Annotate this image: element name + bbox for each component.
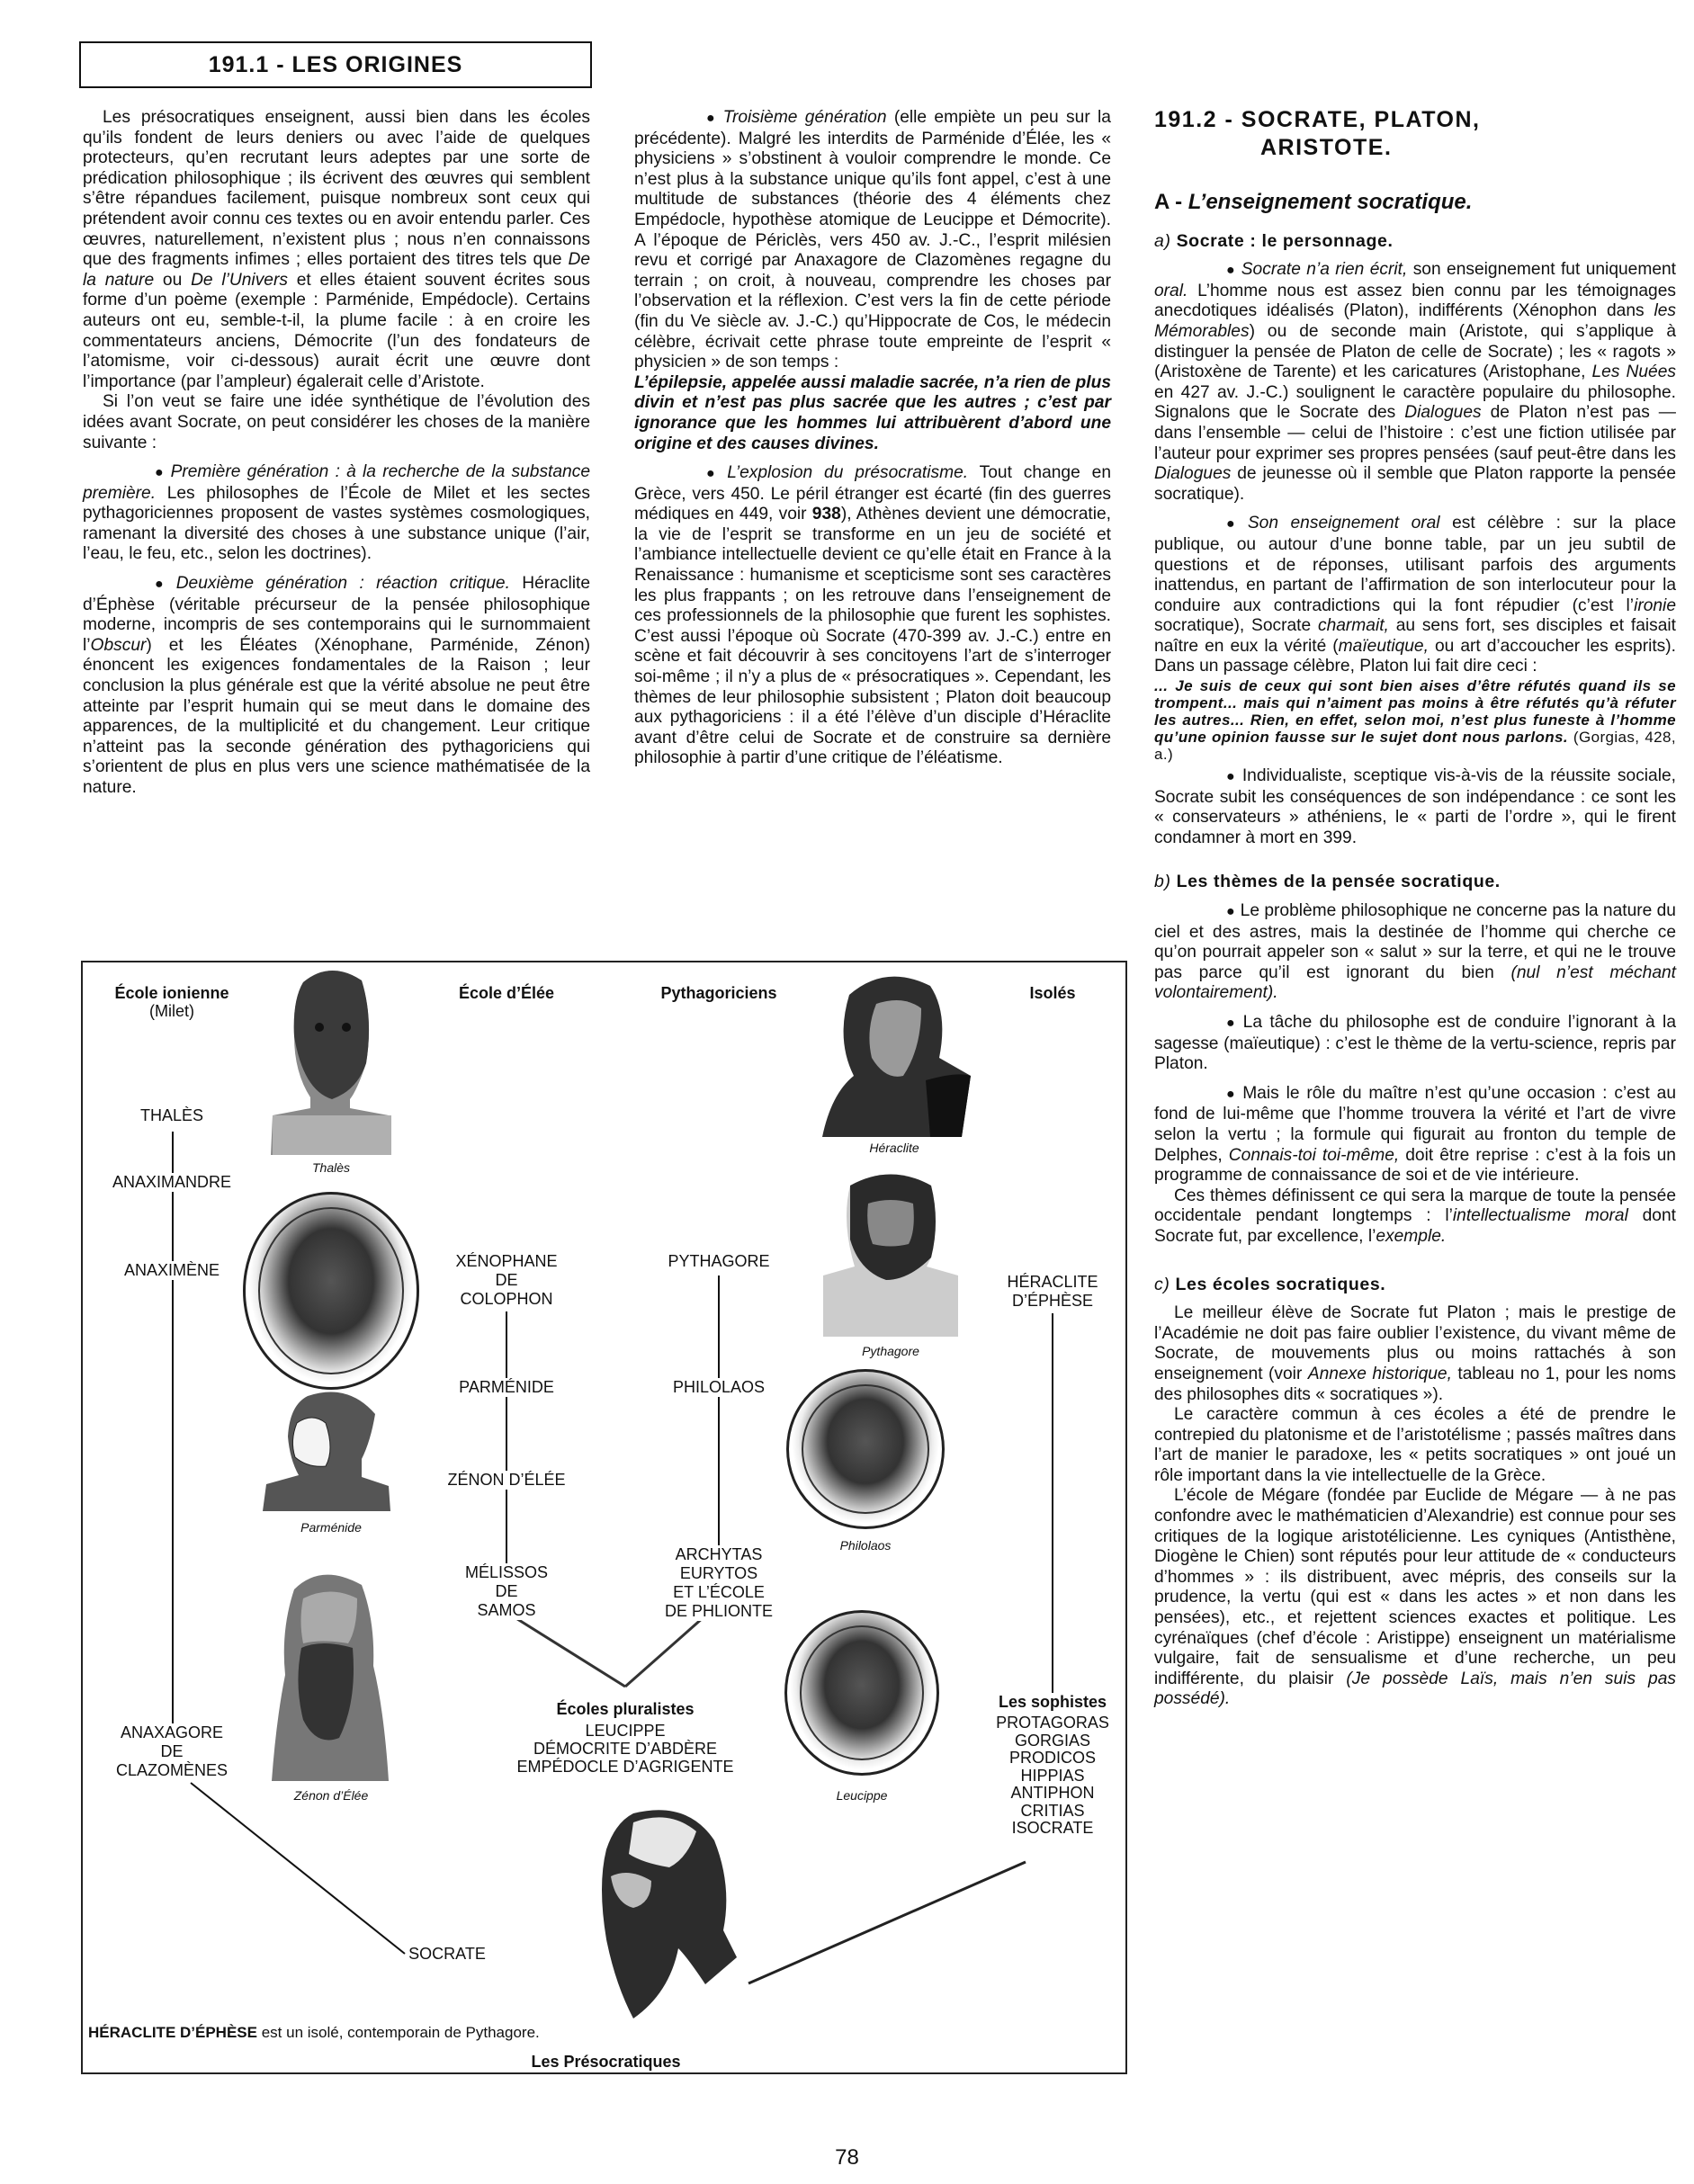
philolaos-medallion-image xyxy=(786,1369,945,1529)
paragraph: Le meilleur élève de Socrate fut Platon ; mais le prestige de l’Académie ne doit pas faire oublier l’existence, du vivant même de Socrate, de mouvements plus ou moins rattachés à son enseignement (voir Annexe historique, tableau no 1, pour les noms des philosophes dits « socratiques »). xyxy=(1154,1303,1676,1404)
caption-parmenide: Parménide xyxy=(300,1520,362,1535)
name-thales: THALÈS xyxy=(137,1106,207,1125)
cross-reference[interactable]: 938 xyxy=(811,505,841,524)
name-parmenide: PARMÉNIDE xyxy=(455,1378,558,1397)
caption-leucippe: Leucippe xyxy=(836,1788,888,1803)
name-pythagore: PYTHAGORE xyxy=(664,1252,773,1271)
bullet-paragraph: ● Le problème philosophique ne concerne pas la nature du ciel et des astres, mais la destinée de l’homme qui cherche ce qu’on pourrait appeler son « salut » sur la terre, et qui ne le trouve pas parce qu’il est ignorant du bien (nul n’est méchant volontairement). xyxy=(1154,901,1676,1003)
bullet-paragraph: ● L’explosion du présocratisme. Tout change en Grèce, vers 450. Le péril étranger est écarté (fin des guerres médiques en 449, voir 938), Athènes devient une démocratie, la vie de l’esprit se transforme en un jeu de société et l’ambiance intellectuelle devient ce qu’elle était en France à la Renaissance : humanisme et scepticisme sont ses caractères les plus frappants ; on les retrouve dans l’enseignement de ces professionnels de la philosophie que furent les sophistes. C’est aussi l’époque où Socrate (470-399 av. J.-C.) entre en scène et fait découvrir à ses concitoyens l’art de s’interroger soi-même ; il n’y a plus de « présocratiques ». Cependant, les thèmes de leur philosophie subsistent ; Platon doit beaucoup aux pythagoriciens : il a été l’élève d’un disciple d’Héraclite avant d’être celui de Socrate et de construire sa dernière philosophie à partir d’une critique de l’éléatisme. xyxy=(634,463,1111,768)
bullet-paragraph: ● Individualiste, sceptique vis-à-vis de la réussite sociale, Socrate subit les conséquences de son indépendance : ce sont les « conservateurs » athéniens, le « parti de l’ordre », qui le firent condamner à mort en 399. xyxy=(1154,766,1676,847)
middle-column xyxy=(634,108,1111,769)
diagram-footnote: HÉRACLITE D’ÉPHÈSE est un isolé, contemporain de Pythagore. xyxy=(88,2024,540,2041)
bullet-icon: ● xyxy=(706,466,722,482)
bullet-icon: ● xyxy=(1226,516,1242,533)
header-ecole-elee: École d’Élée xyxy=(458,984,555,1002)
bullet-icon: ● xyxy=(155,465,166,481)
sophists-list xyxy=(996,1714,1109,1838)
bullet-paragraph: ● La tâche du philosophe est de conduire l’ignorant à la sagesse (maïeutique) : c’est le thème de la vertu-science, repris par Platon. xyxy=(1154,1013,1676,1074)
name-zenon: ZÉNON D’ÉLÉE xyxy=(444,1471,569,1490)
name-isocrate: ISOCRATE xyxy=(1011,1819,1094,1837)
caption-philolaos: Philolaos xyxy=(839,1538,892,1553)
caption-zenon: Zénon d’Élée xyxy=(293,1788,369,1803)
section-header-191-1: 191.1 - LES ORIGINES xyxy=(79,41,592,88)
name-gorgias: GORGIAS xyxy=(1014,1731,1090,1750)
name-critias: CRITIAS xyxy=(1020,1801,1085,1820)
hippocrates-quote: L’épilepsie, appelée aussi maladie sacrée, n’a rien de plus divin et n’est pas plus sacrée que les autres ; c’est par ignorance que les hommes lui attribuèrent d’abord une origine et des causes divines. xyxy=(634,372,1111,453)
line-melissos-to-pluralists xyxy=(515,1617,625,1687)
bullet-paragraph: ● Mais le rôle du maître n’est qu’une occasion : c’est au fond de lui-même que l’homme trouvera la vérité et l’art de vivre selon la vertu ; la formule qui figurait au fronton du temple de Delphes, Connais-toi toi-même, doit être reprise : c’est à la fois un programme de connaissance de soi et de vie intérieure. xyxy=(1154,1083,1676,1186)
name-heraclite: HÉRACLITE D’ÉPHÈSE xyxy=(1007,1273,1098,1310)
paragraph: Ces thèmes définissent ce qui sera la marque de toute la pensée occidentale pendant longtemps : l’intellectualisme moral dont Socrate fut, par excellence, l’exemple. xyxy=(1154,1186,1676,1246)
name-antiphon: ANTIPHON xyxy=(1010,1784,1095,1802)
paragraph: Les présocratiques enseignent, aussi bien dans les écoles qu’ils fondent de leurs deniers ou avec l’aide de quelques protecteurs, qu’en recrutant leurs adeptes par une sorte de prédication philosophique ; ils écrivent des œuvres qui semblent s’être répandues facilement, puisque nombreux sont ceux qui prétendent avoir connu ces textes ou en avoir entendu parler. Ces œuvres, naturellement, n’existent plus ; nous n’en connaissons que des fragments infimes ; elles portaient des titres tels que De la nature ou De l’Univers et elles étaient souvent écrites sous forme d’un poème (exemple : Parménide, Empédocle). Certains auteurs ont eu, semble-t-il, la plume facile : à en croire les commentateurs anciens, Démocrite (l’un des fondateurs de l’atomisme, voir ci-dessous) aurait écrit une œuvre dont l’importance (par l’ampleur) égalerait celle d’Aristote. xyxy=(83,108,590,391)
socrate-portrait-image xyxy=(579,1804,750,2020)
name-empedocle: EMPÉDOCLE D’AGRIGENTE xyxy=(516,1758,734,1776)
paragraph: L’école de Mégare (fondée par Euclide de Mégare — à ne pas confondre avec le mathématicien d’Alexandrie) est connue pour ses critiques de la logique aristotélicienne. Les cyniques (Antisthène, Diogène le Chien) sont réputés pour leur attitude de « conducteurs d’hommes » : ils distribuent, avec mépris, des conseils sur la prudence, la vertu (qui est « dans les actes » et non dans les pensées), etc., et rejettent sciences exactes et politique. Les cyrénaïques (chef d’école : Aristippe) enseignent un matérialisme vulgaire, fait de sensualisme et d’une recherche, un peu indifférente, du plaisir (Je possède Laïs, mais n’en suis pas possédé). xyxy=(1154,1486,1676,1709)
left-column xyxy=(83,108,590,799)
paragraph: Si l’on veut se faire une idée synthétique de l’évolution des idées avant Socrate, on peut considérer les choses de la manière suivante : xyxy=(83,392,590,452)
name-anaximene: ANAXIMÈNE xyxy=(123,1261,220,1279)
name-protagoras: PROTAGORAS xyxy=(996,1714,1109,1732)
header-pythagoriciens: Pythagoriciens xyxy=(660,984,777,1002)
line-anaxagore-to-socrate xyxy=(191,1783,405,1954)
name-leucippe: LEUCIPPE xyxy=(585,1722,666,1740)
header-les-sophistes: Les sophistes xyxy=(998,1693,1107,1711)
bullet-paragraph: ● Troisième génération (elle empiète un peu sur la précédente). Malgré les interdits de Parménide d’Élée, les « physiciens » s’obstinent à vouloir comprendre le monde. Ce n’est plus à la substance unique qu’ils font appel, c’est à une multitude de substances (théorie des 4 éléments chez Empédocle, hypothèse atomique de Leucippe et Démocrite). A l’époque de Périclès, vers 450 av. J.-C., l’esprit milésien revu et corrigé par Anaxagore de Clazomènes regagne du terrain ; on croit, à nouveau, comprendre les choses par l’observation et la réflexion. C’est vers la fin de cette période (fin du Ve siècle av. J.-C.) qu’Hippocrate de Cos, le médecin célèbre, écrivait cette phrase toute empreinte de l’esprit « physicien » de son temps : xyxy=(634,108,1111,372)
section-heading-191-2: 191.2 - SOCRATE, PLATON, ARISTOTE. xyxy=(1154,107,1481,160)
line-archytas-to-pluralists xyxy=(625,1617,704,1687)
anaximandre-medallion-image xyxy=(243,1192,419,1390)
leucippe-medallion-image xyxy=(784,1610,939,1776)
bullet-icon: ● xyxy=(1226,769,1237,785)
presocratics-diagram xyxy=(81,961,1127,2074)
name-philolaos: PHILOLAOS xyxy=(669,1378,768,1397)
header-ecoles-pluralistes: Écoles pluralistes xyxy=(556,1700,695,1718)
bullet-paragraph: ● Deuxième génération : réaction critique. Héraclite d’Éphèse (véritable précurseur de la pensée philosophique moderne, incompris de ses contemporains qui le surnommaient l’Obscur) et les Éléates (Xénophane, Parménide, Zénon) énoncent les exigences fondamentales de la Raison ; leur conclusion la plus générale est que la vérité absolue ne peut être atteinte par l’esprit humain qui se meut dans le domaine des apparences, de la multiplicité et du changement. Leur critique n’atteint pas la seconde génération des pythagoriciens qui s’orientent de plus en plus vers une science mathématisée de la nature. xyxy=(83,574,590,797)
header-ecole-ionienne: École ionienne (Milet) xyxy=(114,984,229,1020)
bullet-icon: ● xyxy=(1226,1086,1238,1102)
sub-heading-a: a) Socrate : le personnage. xyxy=(1154,230,1394,251)
bullet-paragraph: ● Son enseignement oral est célèbre : sur la place publique, ou autour d’une bonne table, par un jeu subtil de questions et de réponses, utilisant parfois des arguments inattendus, en partant de l’affirmation de son interlocuteur pour la conduire aux contradictions qui la font répudier (c’est l’ironie socratique), Socrate charmait, au sens fort, ses disciples et faisait naître en eux la vérité (maïeutique, ou art d’accoucher les esprits). Dans un passage célèbre, Platon lui fait dire ceci : xyxy=(1154,514,1676,676)
pluralists-list xyxy=(516,1722,733,1776)
name-socrate: SOCRATE xyxy=(408,1945,486,1963)
name-anaximandre: ANAXIMANDRE xyxy=(112,1173,232,1191)
bullet-icon: ● xyxy=(1226,904,1235,920)
gorgias-quote: ... Je suis de ceux qui sont bien aises d’être réfutés quand ils se trompent... mais qui n’aiment pas moins à être réfutés qu’à réfuter les autres... Rien, en effet, selon moi, n’est plus funeste à l’homme qu’une opinion fausse sur le sujet dont nous parlons. (Gorgias, 428, a.) xyxy=(1154,677,1677,764)
subsection-heading-a: A - L’enseignement socratique. xyxy=(1154,190,1473,214)
header-isoles: Isolés xyxy=(1029,984,1076,1002)
name-hippias: HIPPIAS xyxy=(1020,1766,1085,1785)
bullet-paragraph: ● Première génération : à la recherche de la substance première. Les philosophes de l’École de Milet et les sectes pythagoriciennes proposent de vastes systèmes cosmologiques, ramenant la diversité des choses à une substance unique (l’air, l’eau, le feu, etc., selon les doctrines). xyxy=(83,462,590,564)
zenon-portrait-image xyxy=(267,1567,393,1783)
bullet-icon: ● xyxy=(706,111,718,126)
name-melissos: MÉLISSOS DE SAMOS xyxy=(464,1563,549,1619)
paragraph: Le caractère commun à ces écoles a été de prendre le contrepied du platonisme et de l’aristotélisme ; passés maîtres dans l’art de manier le paradoxe, les « petits socratiques » ont joué un rôle important dans la vie intellectuelle de la Grèce. xyxy=(1154,1405,1676,1485)
bullet-paragraph: ● Socrate n’a rien écrit, son enseignement fut uniquement oral. L’homme nous est assez bien connu par les témoignages anecdotiques idéalisés (Platon), indifférents (Xénophon dans les Mémorables) ou de seconde main (Aristote, qui s’applique à distinguer la pensée de Platon de celle de Socrate) ; les « ragots » (Aristoxène de Tarente) et les caricatures (Aristophane, Les Nuées en 427 av. J.-C.) soulignent le caractère populaire du philosophe. Signalons que le Socrate des Dialogues de Platon n’est pas — dans l’ensemble — celui de l’histoire : c’est une fiction utilisée par l’auteur pour exprimer ses propres pensées (sauf peut-être dans les Dialogues de jeunesse où il semble que Platon rapporte la pensée socratique). xyxy=(1154,260,1676,504)
caption-heraclite: Héraclite xyxy=(869,1141,919,1155)
pythagore-portrait-image xyxy=(819,1168,963,1338)
name-prodicos: PRODICOS xyxy=(1008,1749,1096,1767)
sub-heading-c: c) Les écoles socratiques. xyxy=(1154,1274,1386,1294)
name-xenophane: XÉNOPHANE DE COLOPHON xyxy=(455,1252,558,1308)
name-archytas: ARCHYTAS EURYTOS ET L’ÉCOLE DE PHLIONTE xyxy=(664,1545,774,1620)
caption-thales: Thalès xyxy=(311,1160,351,1175)
page-number: 78 xyxy=(835,2145,859,2170)
thales-portrait-image xyxy=(267,964,395,1158)
parmenide-portrait-image xyxy=(263,1387,393,1513)
line-sophists-to-socrate xyxy=(748,1862,1026,1983)
sub-heading-b: b) Les thèmes de la pensée socratique. xyxy=(1154,872,1501,892)
right-column xyxy=(1154,106,1676,1710)
bullet-icon: ● xyxy=(155,577,171,593)
name-democrite: DÉMOCRITE D’ABDÈRE xyxy=(533,1740,718,1758)
caption-pythagore: Pythagore xyxy=(862,1344,919,1358)
heraclite-portrait-image xyxy=(813,968,975,1139)
diagram-title: Les Présocratiques xyxy=(531,2053,681,2071)
name-anaxagore: ANAXAGORE DE CLAZOMÈNES xyxy=(115,1723,229,1779)
bullet-icon: ● xyxy=(1226,1016,1238,1031)
bullet-icon: ● xyxy=(1226,263,1236,279)
